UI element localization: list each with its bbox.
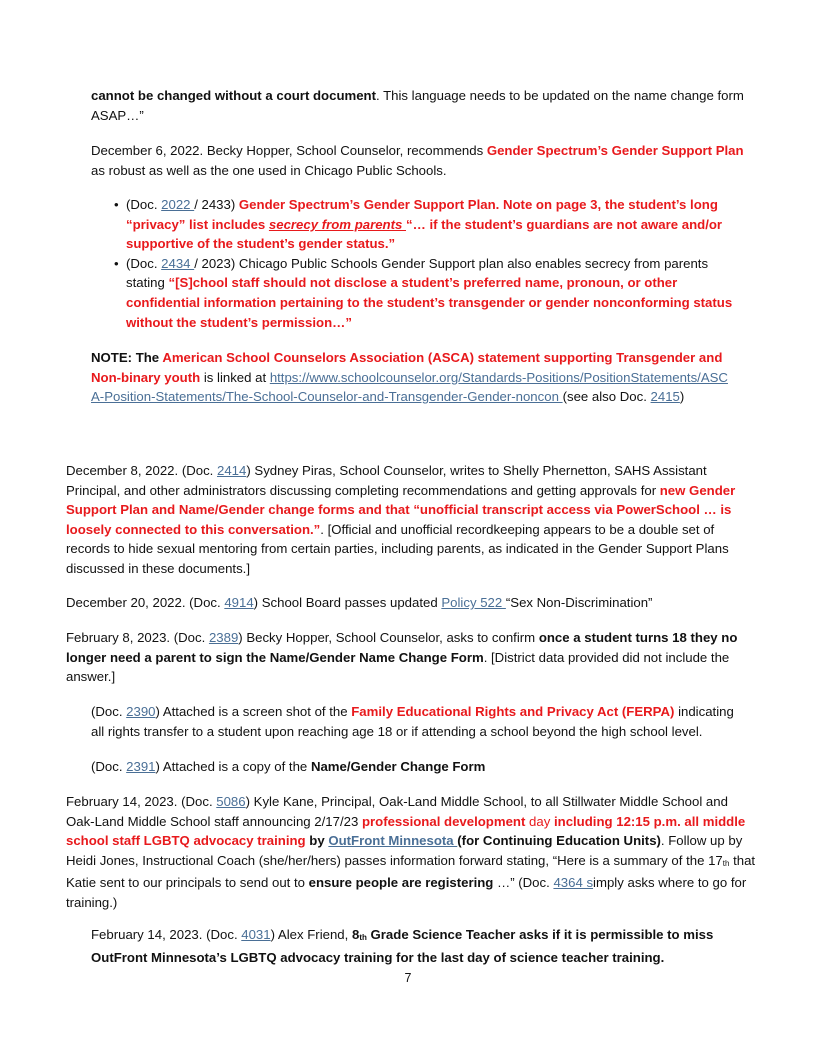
bullet-icon: • <box>114 197 119 212</box>
bullet-list <box>114 195 748 332</box>
doc-link-5086[interactable]: 5086 <box>216 794 246 809</box>
paragraph-court-document: cannot be changed without a court document. This language needs to be updated on the name change form ASAP…” <box>91 88 744 123</box>
list-item: • (Doc. 2022 / 2433) Gender Spectrum’s Gender Support Plan. Note on page 3, the student’s long “privacy” list includes secrecy from parents “… if the student’s guardians are not aware and/or supportive of the student’s gender status.” <box>114 197 723 252</box>
paragraph-doc-2391: (Doc. 2391) Attached is a copy of the Name/Gender Change Form <box>91 759 486 774</box>
list-item: • (Doc. 2434 / 2023) Chicago Public Schools Gender Support plan also enables secrecy from parents stating “[S]chool staff should not disclose a student’s preferred name, pronoun, or other confidential information pertaining to the student’s transgender or gender nonconforming status without the student’s permission…” <box>114 255 733 330</box>
paragraph-dec8-2022: December 8, 2022. (Doc. 2414) Sydney Piras, School Counselor, writes to Shelly Phernetton, SAHS Assistant Principal, and other administrators discussing completing recommendations and getting approvals for new Gender Support Plan and Name/Gender change forms and that “unofficial transcript access via PowerSchool … is loosely connected to this conversation.”. [Official and unofficial recordkeeping appears to be a double set of records to hide sexual mentoring from certain parties, including parents, as indicated in the Gender Support Plans discussed in these documents.] <box>66 463 736 576</box>
paragraph-doc-2390: (Doc. 2390) Attached is a screen shot of the Family Educational Rights and Privacy Act (FERPA) indicating all rights transfer to a student upon reaching age 18 or if attending a school beyond the high school level. <box>91 704 734 739</box>
doc-link-2414[interactable]: 2414 <box>217 463 247 478</box>
paragraph-doc-4031: February 14, 2023. (Doc. 4031) Alex Friend, $8_{th}$ Grade Science Teacher asks if it is permissible to miss OutFront Minnesota’s LGBTQ advocacy training for the last day of science teacher training. <box>91 927 714 965</box>
doc-link-2434[interactable]: 2434 <box>161 255 195 271</box>
paragraph-feb8-2023: February 8, 2023. (Doc. 2389) Becky Hopper, School Counselor, asks to confirm once a student turns 18 they no longer need a parent to sign the Name/Gender Name Change Form. [District data provided did not include the answer.] <box>66 630 738 685</box>
doc-link-2389[interactable]: 2389 <box>208 630 239 645</box>
doc-link-4364[interactable]: 4364 s <box>553 875 594 891</box>
note-paragraph: NOTE: The American School Counselors Association (ASCA) statement supporting Transgender and Non-binary youth is linked at https://www.schoolcounselor.org/Standards-Positions/PositionStatements/ASCA-Position-Statements/The-School-Counselor-and-Transgender-Gender-noncon (see also Doc. 2415) <box>91 350 728 405</box>
doc-link-2390[interactable]: 2390 <box>126 704 156 719</box>
outfront-minnesota-link[interactable]: OutFront Minnesota <box>328 833 458 849</box>
paragraph-dec6-2022: December 6, 2022. Becky Hopper, School Counselor, recommends Gender Spectrum’s Gender Support Plan as robust as well as the one used in Chicago Public Schools. <box>91 143 744 178</box>
paragraph-feb14-2023: February 14, 2023. (Doc. 5086) Kyle Kane, Principal, Oak-Land Middle School, to all Stillwater Middle School and Oak-Land Middle School staff announcing 2/17/23 professional development day including 12:15 p.m. all middle school staff LGBTQ advocacy training by OutFront Minnesota (for Continuing Education Units). Follow up by Heidi Jones, Instructional Coach (she/her/hers) passes information forward stating, “Here is a summary of the $17_{th}$ that Katie sent to our principals to send out to ensure people are registering …” (Doc. 4364 simply asks where to go for training.) <box>66 794 756 910</box>
bullet-icon: • <box>114 255 119 271</box>
asca-link[interactable]: https://www.schoolcounselor.org/Standards-Positions/PositionStatements/ASCA-Position-Statements/The-School-Counselor-and-Transgender-Gender-noncon <box>91 369 728 405</box>
page-number: 7 <box>404 971 412 985</box>
doc-link-4031[interactable]: 4031 <box>241 927 271 942</box>
policy-522-link[interactable]: Policy 522 <box>441 595 506 610</box>
doc-link-2022[interactable]: 2022 <box>161 197 195 212</box>
doc-link-2391[interactable]: 2391 <box>126 759 156 774</box>
paragraph-dec20-2022: December 20, 2022. (Doc. 4914) School Board passes updated Policy 522 “Sex Non-Discrimination” <box>66 595 653 610</box>
doc-link-4914[interactable]: 4914 <box>224 595 254 610</box>
doc-link-2415[interactable]: 2415 <box>650 389 680 405</box>
